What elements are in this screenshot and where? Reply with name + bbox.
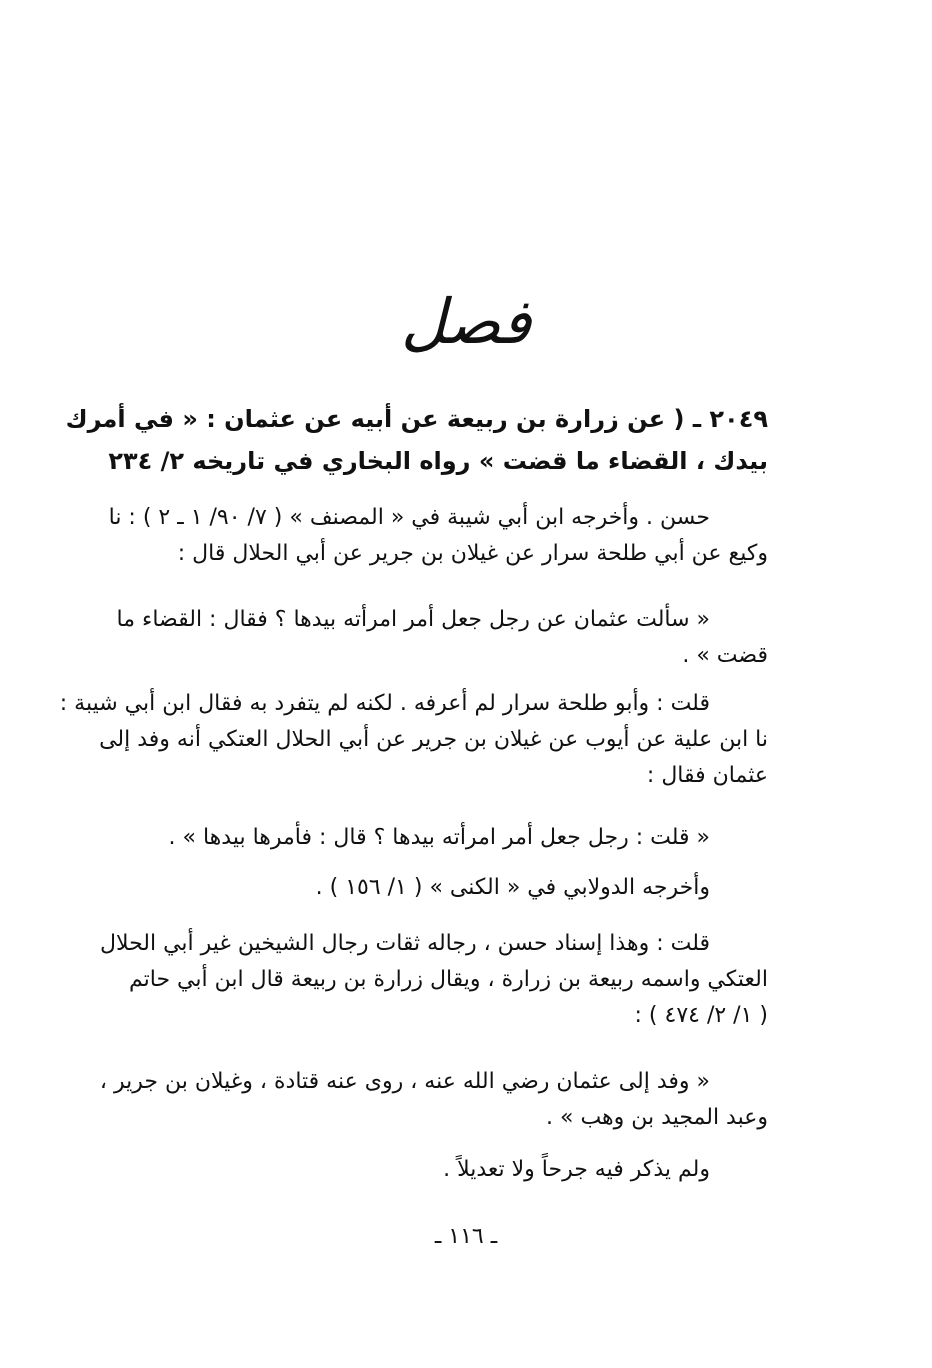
text-line: ولم يذكر فيه جرحاً ولا تعديلاً . [443, 1157, 710, 1182]
text-line: نا ابن علية عن أيوب عن غيلان بن جرير عن أبي الحلال العتكي أنه وفد إلى [99, 727, 768, 752]
text-line: « سألت عثمان عن رجل جعل أمر امرأته بيدها ؟ فقال : القضاء ما [116, 607, 710, 632]
text-line: حسن . وأخرجه ابن أبي شيبة في « المصنف » ( ٧/ ٩٠/ ١ ـ ٢ ) : نا [108, 505, 710, 530]
text-line: وكيع عن أبي طلحة سرار عن غيلان بن جرير عن أبي الحلال قال : [177, 541, 768, 566]
quote-paragraph [90, 820, 768, 856]
text-line: بيدك ، القضاء ما قضت » رواه البخاري في تاريخه ٢/ ٢٣٤ [108, 447, 768, 475]
section-heading: فصل [400, 285, 532, 358]
hadith-2049-paragraph [65, 398, 768, 482]
text-line: قلت : وهذا إسناد حسن ، رجاله ثقات رجال الشيخين غير أبي الحلال [99, 931, 710, 956]
text-line: ( ١/ ٢/ ٤٧٤ ) : [634, 1003, 768, 1028]
text-line: « وفد إلى عثمان رضي الله عنه ، روى عنه قتادة ، وغيلان بن جرير ، [99, 1069, 710, 1094]
quote-paragraph [90, 1064, 768, 1136]
grading-paragraph [90, 500, 768, 572]
text-line: وأخرجه الدولابي في « الكنى » ( ١/ ١٥٦ ) . [315, 875, 710, 900]
text-line: ٢٠٤٩ ـ ( عن زرارة بن ربيعة عن أبيه عن عثمان : « في أمرك [65, 405, 768, 433]
page-number: ـ ١١٦ ـ [434, 1224, 498, 1249]
text-line: عثمان فقال : [646, 763, 768, 788]
closing-paragraph [90, 1152, 768, 1188]
source-paragraph [90, 870, 768, 906]
commentary-paragraph [59, 686, 768, 794]
text-line: قلت : وأبو طلحة سرار لم أعرفه . لكنه لم يتفرد به فقال ابن أبي شيبة : [59, 691, 710, 716]
commentary-paragraph [90, 926, 768, 1034]
quote-paragraph [90, 602, 768, 674]
text-line: وعبد المجيد بن وهب » . [546, 1105, 768, 1130]
text-line: قضت » . [682, 643, 768, 668]
text-line: العتكي واسمه ربيعة بن زرارة ، ويقال زرارة بن ربيعة قال ابن أبي حاتم [129, 967, 768, 992]
text-line: « قلت : رجل جعل أمر امرأته بيدها ؟ قال : فأمرها بيدها » . [168, 825, 710, 850]
